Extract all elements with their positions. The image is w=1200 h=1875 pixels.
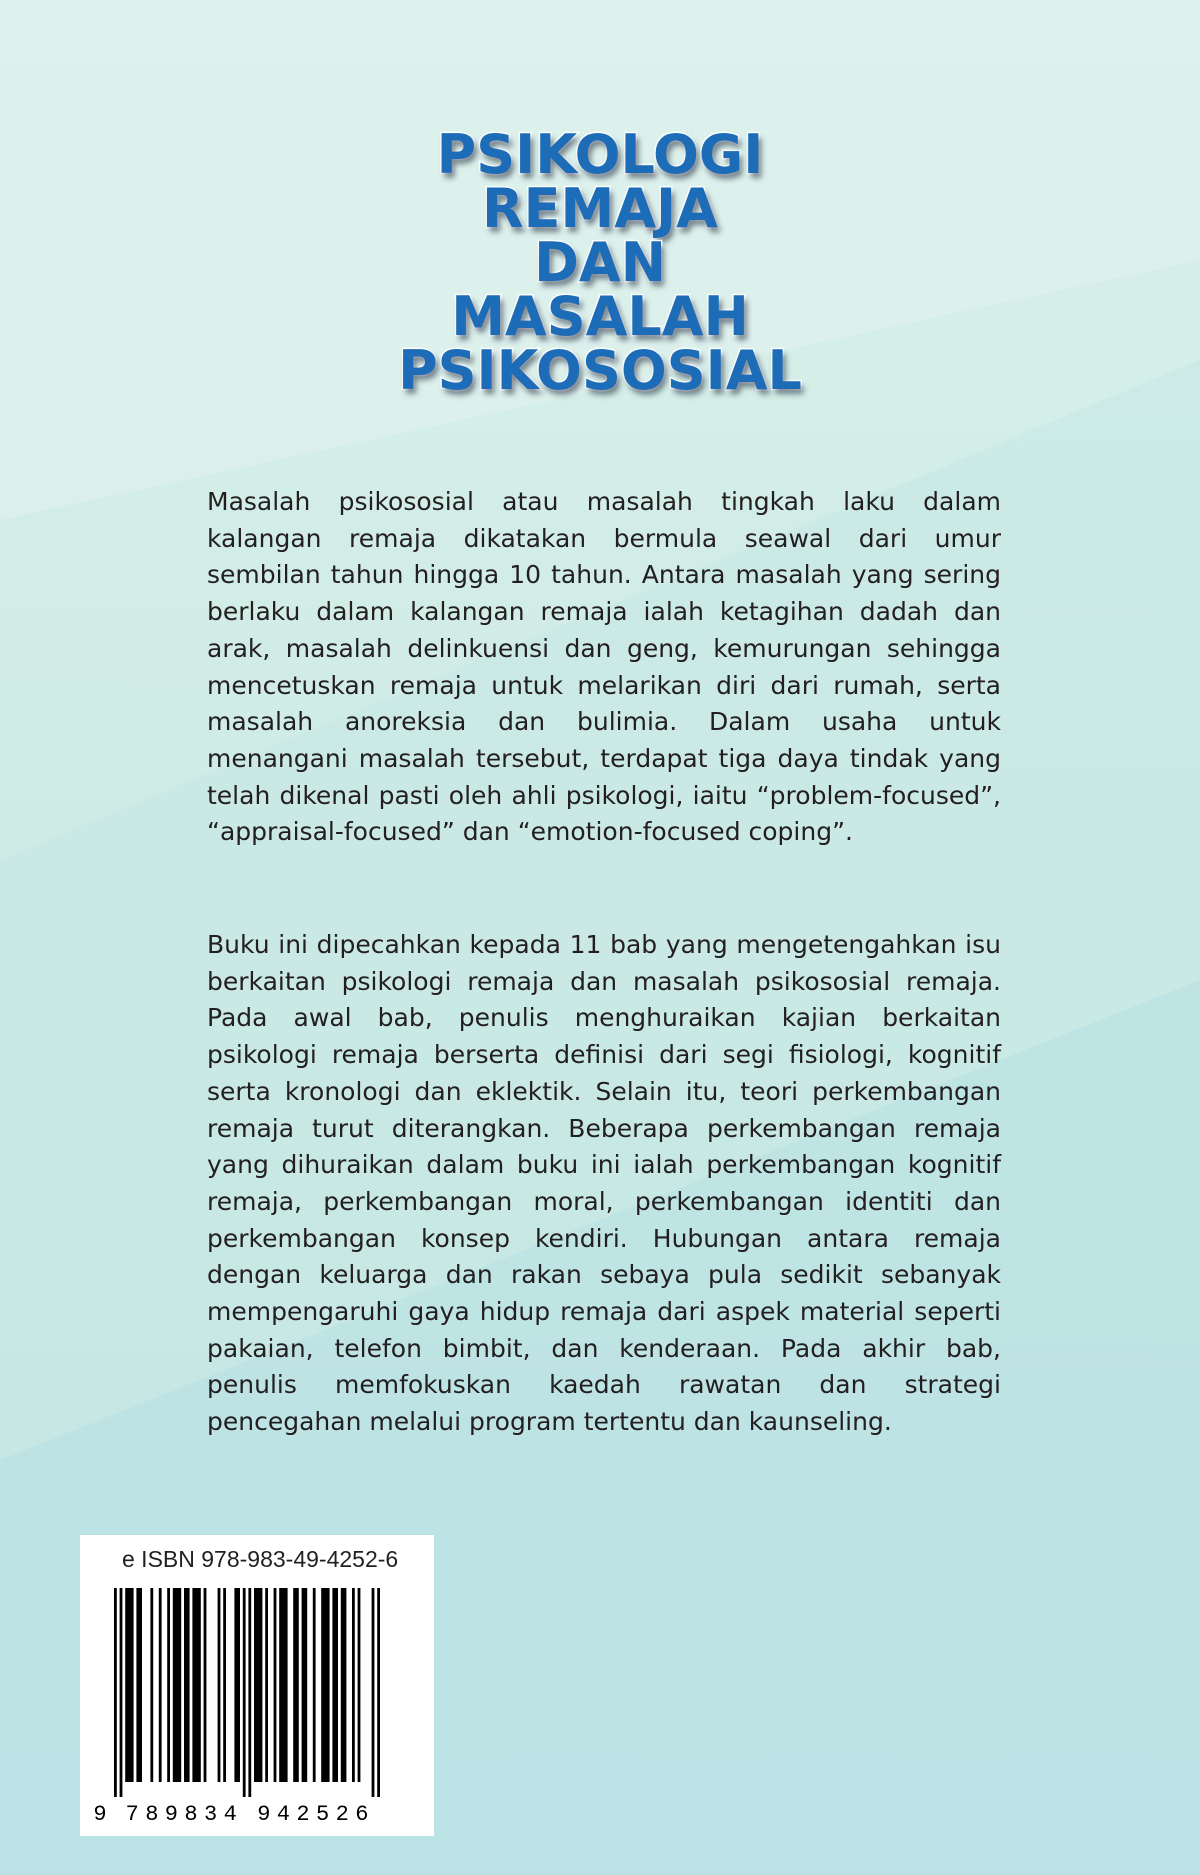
barcode-bar (136, 1588, 142, 1782)
isbn-label: e ISBN 978-983-49-4252-6 (122, 1546, 399, 1572)
barcode-bar (204, 1588, 207, 1782)
barcode-digit: 3 (203, 1802, 218, 1827)
title-line-3: DAN (534, 231, 666, 294)
barcode-bar (302, 1588, 308, 1782)
barcode-digit: 5 (315, 1802, 330, 1827)
barcode-bar (114, 1588, 117, 1797)
barcode-digit: 9 (93, 1802, 107, 1827)
title-line-2: REMAJA (482, 177, 718, 240)
barcode-bar (167, 1588, 170, 1782)
barcode-panel (80, 1535, 434, 1836)
barcode-bar (223, 1588, 226, 1782)
barcode-digit: 9 (257, 1802, 271, 1827)
book-title (0, 123, 1200, 402)
barcode-bar (372, 1588, 375, 1797)
barcode-digit: 4 (276, 1802, 291, 1827)
barcode-bar (358, 1588, 361, 1782)
barcode-bar (352, 1588, 355, 1782)
barcode-bar (192, 1588, 200, 1782)
title-line-1: PSIKOLOGI (436, 123, 764, 186)
barcode-bar (274, 1588, 277, 1782)
barcode-digit: 7 (125, 1802, 139, 1827)
title-line-4: MASALAH (451, 285, 749, 348)
barcode-digit: 2 (296, 1802, 310, 1827)
barcode-bar (159, 1588, 162, 1782)
barcode-digit: 2 (335, 1802, 349, 1827)
barcode-digit: 8 (184, 1802, 198, 1827)
barcode-bar (293, 1588, 299, 1782)
barcode-bar (120, 1588, 123, 1797)
title-line-5: PSIKOSOSIAL (398, 339, 802, 402)
barcode-bar (184, 1588, 190, 1782)
barcode-bar (332, 1588, 338, 1782)
barcode-bar (321, 1588, 329, 1782)
barcode-bar (248, 1588, 251, 1797)
barcode-bar (173, 1588, 181, 1782)
barcode-bar (313, 1588, 316, 1782)
barcode-bar (279, 1588, 287, 1782)
barcode-bar (150, 1588, 153, 1782)
barcode-bar (234, 1588, 240, 1782)
barcode-bar (125, 1588, 133, 1782)
barcode-bar (265, 1588, 268, 1782)
barcode-image (80, 1535, 434, 1836)
barcode-digit: 6 (355, 1802, 369, 1827)
blurb-paragraph-1: Masalah psikososial atau masalah tingkah laku dalam kalangan remaja dikatakan bermula seawal dari umur sembilan tahun hingga 10 tahun. Antara masalah yang sering berlaku dalam kalangan remaja ialah ketagihan dadah dan arak, masalah delinkuensi dan geng, kemurungan sehingga mencetuskan remaja untuk melarikan diri dari rumah, serta masalah anoreksia dan bulimia. Dalam usaha untuk menangani masalah tersebut, terdapat tiga daya tindak yang telah dikenal pasti oleh ahli psikologi, iaitu “problem-focused”, “appraisal-focused” dan “emotion-focused coping”. (207, 487, 1001, 847)
barcode-digit: 4 (223, 1802, 237, 1827)
barcode-bar (341, 1588, 347, 1782)
barcode-bar (254, 1588, 262, 1782)
barcode-bar (218, 1588, 221, 1782)
blurb-paragraph-2: Buku ini dipecahkan kepada 11 bab yang mengetengahkan isu berkaitan psikologi remaja dan masalah psikososial remaja. Pada awal bab, penulis menghuraikan kajian berkaitan psikologi remaja berserta definisi dari segi fisiologi, kognitif serta kronologi dan eklektik. Selain itu, teori perkembangan remaja turut diterangkan. Beberapa perkembangan remaja yang dihuraikan dalam buku ini ialah perkembangan kognitif remaja, perkembangan moral, perkembangan identiti dan perkembangan konsep kendiri. Hubungan antara remaja dengan keluarga dan rakan sebaya pula sedikit sebanyak mempengaruhi gaya hidup remaja dari aspek material seperti pakaian, telefon bimbit, dan kenderaan. Pada akhir bab, penulis memfokuskan kaedah rawatan dan strategi pencegahan melalui program tertentu dan kaunseling. (207, 930, 1001, 1437)
barcode-bar (243, 1588, 246, 1797)
barcode-bar (377, 1588, 380, 1797)
barcode-digit: 9 (164, 1802, 179, 1827)
barcode-digit: 8 (145, 1802, 159, 1827)
